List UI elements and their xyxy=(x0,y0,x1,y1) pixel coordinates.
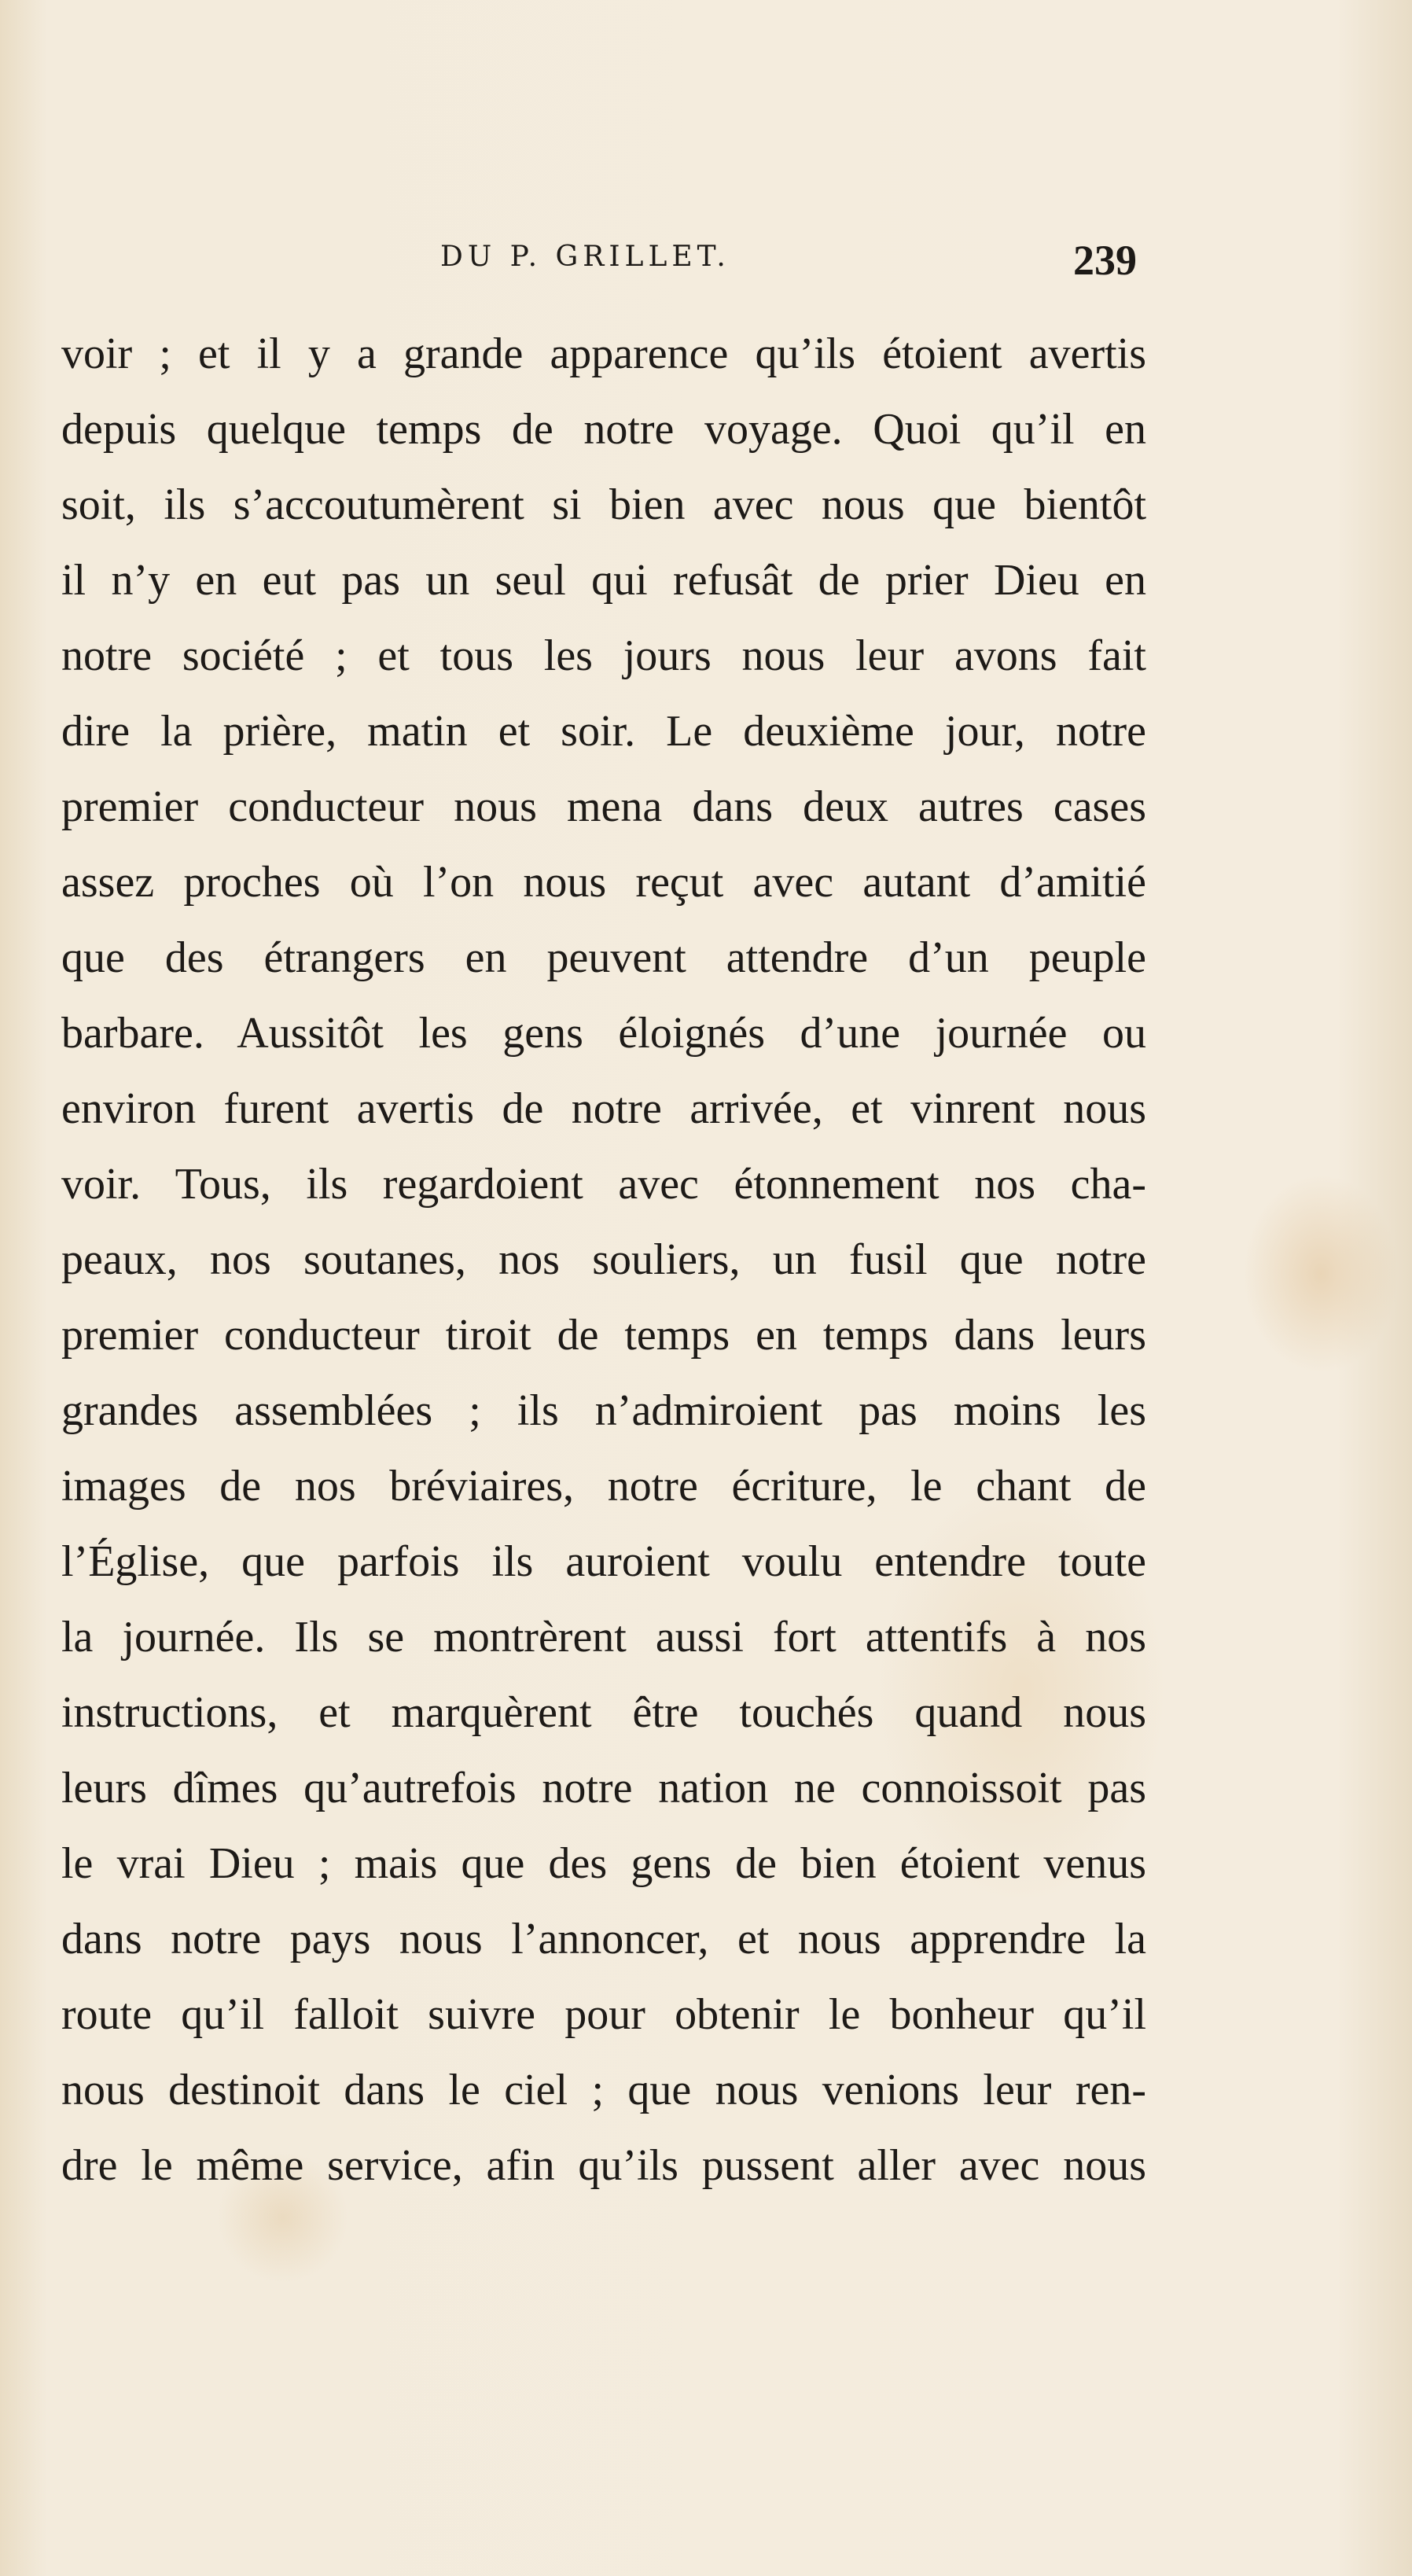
text-line: voir. Tous, ils regardoient avec étonnement nos cha- xyxy=(61,1160,1146,1209)
text-line: il n’y en eut pas un seul qui refusât de prier Dieu en xyxy=(61,556,1146,605)
text-line: depuis quelque temps de notre voyage. Quoi qu’il en xyxy=(61,405,1146,454)
running-head xyxy=(0,236,1412,299)
text-line: route qu’il falloit suivre pour obtenir le bonheur qu’il xyxy=(61,1990,1146,2039)
running-title: DU P. GRILLET. xyxy=(440,241,730,273)
text-line: nous destinoit dans le ciel ; que nous venions leur ren- xyxy=(61,2066,1146,2114)
text-line: dre le même service, afin qu’ils pussent aller avec nous xyxy=(61,2141,1146,2190)
text-line: environ furent avertis de notre arrivée, et vinrent nous xyxy=(61,1084,1146,1133)
text-line: l’Église, que parfois ils auroient voulu entendre toute xyxy=(61,1537,1146,1586)
text-line: barbare. Aussitôt les gens éloignés d’une journée ou xyxy=(61,1009,1146,1058)
text-line: notre société ; et tous les jours nous leur avons fait xyxy=(61,631,1146,680)
text-line: leurs dîmes qu’autrefois notre nation ne connoissoit pas xyxy=(61,1764,1146,1812)
text-line: peaux, nos soutanes, nos souliers, un fusil que notre xyxy=(61,1235,1146,1284)
body-text xyxy=(61,316,1146,2203)
text-line: images de nos bréviaires, notre écriture, le chant de xyxy=(61,1462,1146,1511)
text-line: dire la prière, matin et soir. Le deuxième jour, notre xyxy=(61,707,1146,756)
text-line: grandes assemblées ; ils n’admiroient pas moins les xyxy=(61,1386,1146,1435)
text-line: dans notre pays nous l’annoncer, et nous apprendre la xyxy=(61,1915,1146,1963)
text-line: premier conducteur nous mena dans deux autres cases xyxy=(61,782,1146,831)
text-line: la journée. Ils se montrèrent aussi fort attentifs à nos xyxy=(61,1613,1146,1662)
text-line: le vrai Dieu ; mais que des gens de bien étoient venus xyxy=(61,1839,1146,1888)
text-line: que des étrangers en peuvent attendre d’un peuple xyxy=(61,933,1146,982)
text-line: voir ; et il y a grande apparence qu’ils étoient avertis xyxy=(61,329,1146,378)
text-line: soit, ils s’accoutumèrent si bien avec nous que bientôt xyxy=(61,480,1146,529)
text-line: assez proches où l’on nous reçut avec autant d’amitié xyxy=(61,858,1146,907)
text-line: premier conducteur tiroit de temps en temps dans leurs xyxy=(61,1311,1146,1360)
text-line: instructions, et marquèrent être touchés quand nous xyxy=(61,1688,1146,1737)
page-number: 239 xyxy=(1073,237,1137,284)
